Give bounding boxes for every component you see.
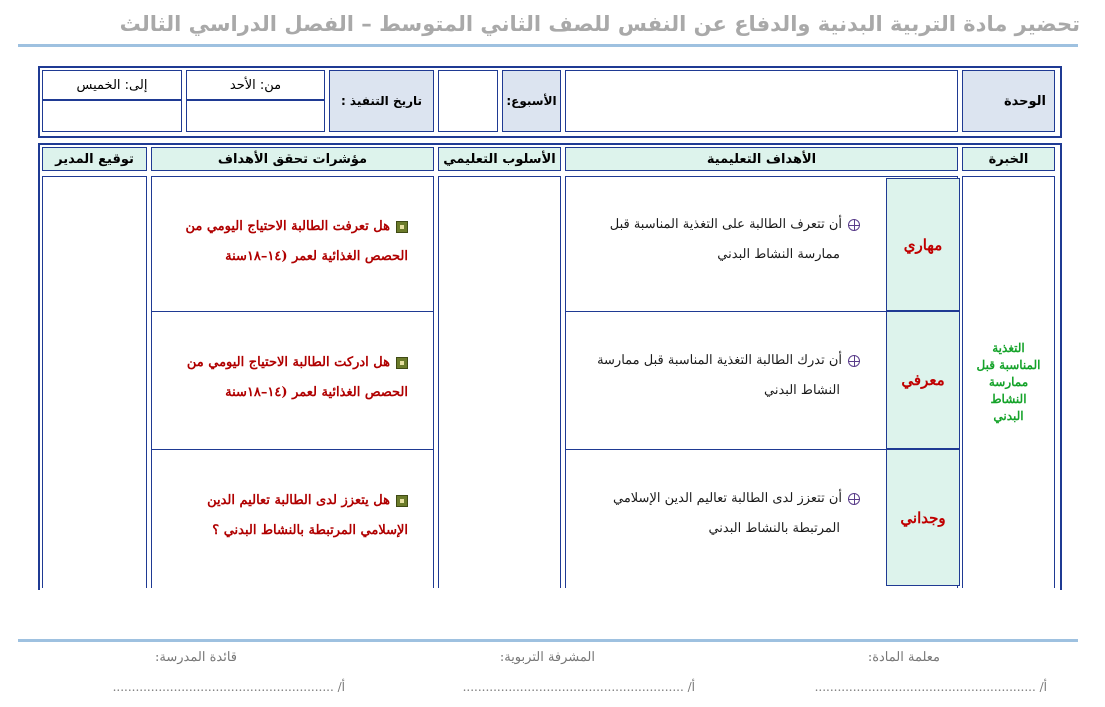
header-indicators: مؤشرات تحقق الأهداف xyxy=(151,147,434,171)
header-principal-signature: توقيع المدير xyxy=(42,147,147,171)
to-input[interactable] xyxy=(42,100,182,132)
domain-cell xyxy=(886,178,960,311)
teacher-signature-line[interactable]: أ/ .......................................................... xyxy=(814,680,1047,694)
principal-signature-line[interactable]: أ/ .......................................................... xyxy=(112,680,345,694)
header-objectives: الأهداف التعليمية xyxy=(565,147,958,171)
header-experience: الخبرة xyxy=(962,147,1055,171)
exec-date-label: تاريخ التنفيذ : xyxy=(329,70,434,132)
indicator-item: هل تعرفت الطالبة الاحتياج اليومي من الحصص الغذائية لعمر (١٤–١٨سنة xyxy=(185,219,408,264)
row-divider xyxy=(565,449,886,450)
supervisor-label: المشرفة التربوية: xyxy=(499,650,595,665)
from-label: من: الأحد xyxy=(186,70,325,100)
page-title: تحضير مادة التربية البدنية والدفاع عن النفس للصف الثاني المتوسط – الفصل الدراسي الثالث xyxy=(119,12,1080,36)
header-divider xyxy=(18,44,1078,47)
footer-divider xyxy=(18,639,1078,642)
unit-input[interactable] xyxy=(565,70,958,132)
objective-item: أن تتعزز لدى الطالبة تعاليم الدين الإسلامي المرتبطة بالنشاط البدني xyxy=(570,484,860,544)
indicator-item: هل ادركت الطالبة الاحتياج اليومي من الحصص الغذائية لعمر (١٤–١٨سنة xyxy=(186,355,408,400)
unit-label: الوحدة xyxy=(962,70,1055,132)
crosshair-circle-icon xyxy=(848,355,860,367)
principal-signature-cell[interactable] xyxy=(42,176,147,588)
to-label: إلى: الخميس xyxy=(42,70,182,100)
experience-text: التغذية المناسبة قبل ممارسة النشاط البدني xyxy=(976,341,1041,423)
row-divider xyxy=(151,449,434,450)
principal-label: قائدة المدرسة: xyxy=(155,650,237,665)
domain-label: معرفي xyxy=(901,371,945,389)
week-label: الأسبوع: xyxy=(502,70,561,132)
experience-cell xyxy=(962,176,1055,588)
domain-label: مهاري xyxy=(903,235,943,254)
domain-cell xyxy=(886,311,960,449)
domain-cell xyxy=(886,449,960,586)
domain-label: وجداني xyxy=(900,508,946,527)
week-input[interactable] xyxy=(438,70,498,132)
crosshair-circle-icon xyxy=(848,493,860,505)
indicator-item: هل يتعزز لدى الطالبة تعاليم الدين الإسلامي المرتبطة بالنشاط البدني ؟ xyxy=(207,493,408,538)
supervisor-signature-line[interactable]: أ/ .......................................................... xyxy=(462,680,695,694)
square-flower-icon xyxy=(396,221,408,233)
crosshair-circle-icon xyxy=(848,219,860,231)
square-flower-icon xyxy=(396,495,408,507)
row-divider xyxy=(565,311,886,312)
square-flower-icon xyxy=(396,357,408,369)
teacher-label: معلمة المادة: xyxy=(867,650,940,665)
from-input[interactable] xyxy=(186,100,325,132)
header-method: الأسلوب التعليمي xyxy=(438,147,561,171)
objective-item: أن تتعرف الطالبة على التغذية المناسبة قبل ممارسة النشاط البدني xyxy=(570,210,860,270)
objective-item: أن تدرك الطالبة التغذية المناسبة قبل ممارسة النشاط البدني xyxy=(570,346,860,406)
row-divider xyxy=(151,311,434,312)
method-cell[interactable] xyxy=(438,176,561,588)
